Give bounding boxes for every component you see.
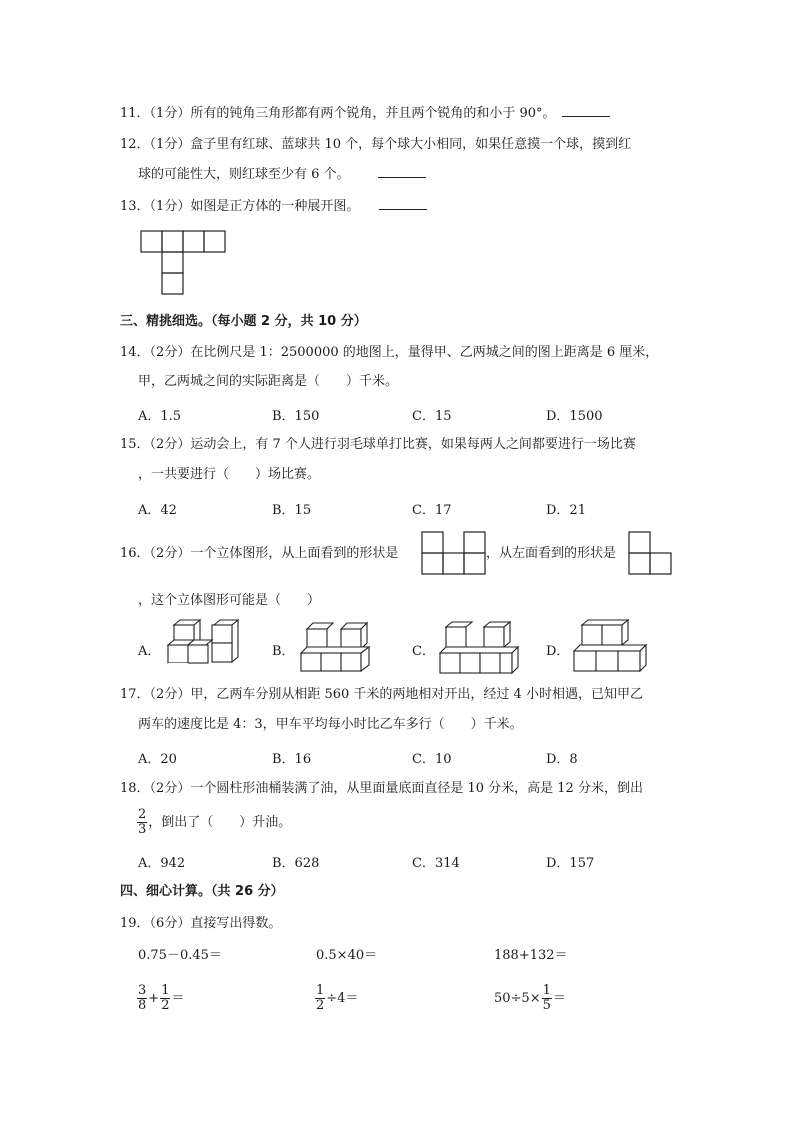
option-a[interactable]: A． (138, 644, 161, 659)
question-text: 在比例尺是 1：2500000 的地图上，量得甲、乙两城之间的图上距离是 6 厘米， (190, 345, 659, 360)
option-b[interactable]: B．15 (272, 503, 312, 518)
fraction-numerator: 1 (316, 983, 325, 998)
question-number: 19． (120, 916, 150, 931)
question-18-line2 (136, 808, 291, 838)
question-17 (120, 686, 643, 704)
question-12 (120, 136, 631, 154)
option-c[interactable]: C．314 (412, 856, 460, 871)
question-text: 所有的钝角三角形都有两个锐角，并且两个锐角的和小于 90°。 (190, 106, 556, 121)
question-number: 12． (120, 137, 150, 152)
question-18 (120, 780, 643, 798)
question-number: 18． (120, 781, 150, 796)
question-score: （2分） (149, 546, 191, 561)
expression-3: 188+132＝ (494, 948, 568, 963)
question-score: （2分） (149, 345, 191, 360)
fraction-numerator: 2 (138, 807, 147, 822)
option-b-cubes-figure (299, 621, 375, 673)
question-text: 一个圆柱形油桶装满了油，从里面量底面直径是 10 分米，高是 12 分米，倒出 (190, 781, 643, 796)
question-number: 11． (120, 106, 150, 121)
question-text: 直接写出得数。 (190, 916, 282, 931)
expression-1: 0.75－0.45＝ (138, 948, 222, 963)
question-16-line2: ，这个立体图形可能是（ ） (138, 593, 321, 608)
fraction-denominator: 2 (316, 998, 325, 1013)
answer-blank[interactable] (562, 104, 610, 117)
section-4-title: 四、细心计算。（共 26 分） (120, 884, 284, 899)
fraction (137, 984, 147, 1013)
question-text: 一个立体图形，从上面看到的形状是 (190, 546, 399, 561)
equals-sign: ＝ (552, 991, 566, 1006)
question-14-line2: 甲，乙两城之间的实际距离是（ ）千米。 (138, 374, 399, 389)
question-13 (120, 197, 427, 216)
fraction (315, 984, 325, 1013)
question-11 (120, 104, 610, 123)
question-text: 甲，乙两车分别从相距 560 千米的两地相对开出，经过 4 小时相遇，已知甲乙 (190, 687, 643, 702)
question-score: （6分） (149, 916, 191, 931)
option-a[interactable]: A．942 (138, 856, 186, 871)
fraction-numerator: 1 (161, 983, 170, 998)
question-17-line2: 两车的速度比是 4：3，甲车平均每小时比乙车多行（ ）千米。 (138, 717, 523, 732)
option-a-cubes-figure (164, 619, 238, 669)
fraction (137, 808, 147, 837)
option-d[interactable]: D．21 (546, 503, 586, 518)
option-d[interactable]: D．8 (546, 752, 578, 767)
fraction (160, 984, 170, 1013)
option-c[interactable]: C． (412, 644, 435, 659)
question-number: 15． (120, 437, 150, 452)
expression-2: 0.5×40＝ (316, 948, 378, 963)
question-score: （1分） (149, 106, 191, 121)
question-text: 球的可能性大，则红球至少有 6 个。 (138, 167, 350, 182)
question-score: （1分） (149, 137, 191, 152)
option-a[interactable]: A．42 (138, 503, 177, 518)
question-score: （2分） (149, 781, 191, 796)
question-score: （2分） (149, 437, 191, 452)
fraction (542, 984, 552, 1013)
question-16 (120, 545, 398, 563)
question-number: 13． (120, 199, 150, 214)
question-text: ，倒出了（ ）升油。 (148, 815, 292, 830)
question-15-line2: ，一共要进行（ ）场比赛。 (138, 467, 321, 482)
question-number: 14． (120, 345, 150, 360)
option-d[interactable]: D．157 (546, 856, 595, 871)
operator: + (148, 991, 160, 1006)
left-view-figure (628, 531, 674, 575)
option-b[interactable]: B．150 (272, 409, 320, 424)
question-15 (120, 436, 636, 454)
expression-4 (136, 984, 184, 1014)
question-number: 17． (120, 687, 150, 702)
fraction-denominator: 8 (138, 998, 147, 1013)
question-text: 运动会上，有 7 个人进行羽毛球单打比赛，如果每两人之间都要进行一场比赛 (190, 437, 636, 452)
option-c[interactable]: C．10 (412, 752, 452, 767)
option-c-cubes-figure (438, 621, 522, 675)
top-view-figure (421, 531, 487, 575)
question-14 (120, 344, 658, 362)
option-b[interactable]: B．16 (272, 752, 312, 767)
expression-prefix: 50÷5× (494, 991, 541, 1006)
fraction-denominator: 2 (161, 998, 170, 1013)
option-d[interactable]: D． (546, 644, 570, 659)
expression-5 (314, 984, 358, 1014)
option-a[interactable]: A．20 (138, 752, 177, 767)
expression-rest: ÷4＝ (326, 991, 359, 1006)
question-19 (120, 915, 281, 933)
answer-blank[interactable] (378, 165, 426, 178)
fraction-numerator: 1 (542, 983, 551, 998)
answer-blank[interactable] (379, 197, 427, 210)
section-3-title: 三、精挑细选。（每小题 2 分，共 10 分） (120, 314, 367, 329)
option-a[interactable]: A．1.5 (138, 409, 182, 424)
question-12-line2 (138, 165, 426, 184)
option-b[interactable]: B． (272, 644, 295, 659)
expression-6 (494, 984, 566, 1014)
question-16-mid: ，从左面看到的形状是 (486, 546, 617, 561)
option-c[interactable]: C．17 (412, 503, 452, 518)
fraction-numerator: 3 (138, 983, 147, 998)
fraction-denominator: 3 (138, 822, 147, 837)
cube-net-figure (140, 230, 226, 296)
option-d[interactable]: D．1500 (546, 409, 603, 424)
fraction-denominator: 5 (542, 998, 551, 1013)
question-score: （1分） (149, 199, 191, 214)
question-number: 16． (120, 546, 150, 561)
question-text: 盒子里有红球、蓝球共 10 个，每个球大小相同，如果任意摸一个球，摸到红 (190, 137, 632, 152)
question-text: 如图是正方体的一种展开图。 (190, 199, 360, 214)
option-b[interactable]: B．628 (272, 856, 320, 871)
option-c[interactable]: C．15 (412, 409, 452, 424)
option-d-cubes-figure (572, 619, 648, 675)
question-score: （2分） (149, 687, 191, 702)
equals-sign: ＝ (171, 991, 185, 1006)
